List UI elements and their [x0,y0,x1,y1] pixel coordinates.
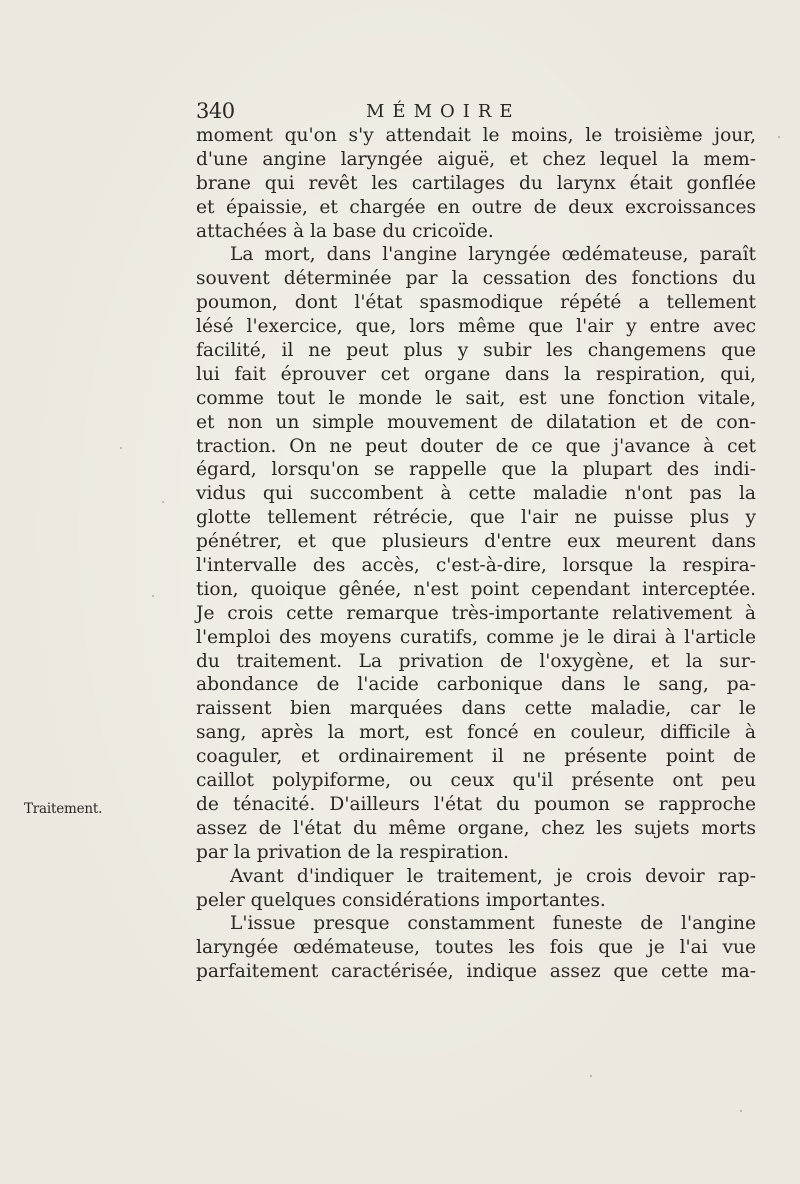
body-text [196,124,756,984]
paragraph-start-line: L'issue presque constamment funeste de l'angine [230,913,756,935]
speck [740,1110,742,1112]
text-line: l'emploi des moyens curatifs, comme je le dirai à l'article [196,626,756,648]
page-number: 340 [196,99,235,123]
text-line: du traitement. La privation de l'oxygène, et la sur- [196,650,756,672]
text-line: tion, quoique gênée, n'est point cependant interceptée. [196,578,756,600]
text-line: brane qui revêt les cartilages du larynx était gonflée [196,172,756,194]
text-line: parfaitement caractérisée, indique assez que cette ma- [196,961,756,983]
text-line: traction. On ne peut douter de ce que j'avance à cet [196,435,756,457]
text-line: raissent bien marquées dans cette maladie, car le [196,698,756,720]
speck [778,136,780,138]
text-line: et épaissie, et chargée en outre de deux excroissances [196,196,756,218]
speck [120,447,122,449]
text-line: comme tout le monde le sait, est une fonction vitale, [196,387,756,409]
text-line: lésé l'exercice, que, lors même que l'air y entre avec [196,316,756,338]
text-line: abondance de l'acide carbonique dans le sang, pa- [196,674,756,696]
text-line: lui fait éprouver cet organe dans la respiration, qui, [196,363,756,385]
paragraph-start-line: La mort, dans l'angine laryngée œdémateuse, paraît [230,244,756,266]
text-line: coaguler, et ordinairement il ne présente point de [196,746,756,768]
text-line: par la privation de la respiration. [196,841,510,863]
text-line: glotte tellement rétrécie, que l'air ne puisse plus y [196,507,756,529]
text-line: caillot polypiforme, ou ceux qu'il présente ont peu [196,770,756,792]
text-line: laryngée œdémateuse, toutes les fois que je l'ai vue [196,937,756,959]
text-line: vidus qui succombent à cette maladie n'ont pas la [196,483,756,505]
text-line: de ténacité. D'ailleurs l'état du poumon se rapproche [196,793,756,815]
text-line: égard, lorsqu'on se rappelle que la plupart des indi- [196,459,756,481]
speck [162,501,164,503]
text-line: assez de l'état du même organe, chez les sujets morts [196,817,756,839]
text-line: moment qu'on s'y attendait le moins, le troisième jour, [196,125,756,146]
text-line: sang, après la mort, est foncé en couleur, difficile à [196,722,756,744]
page-header [196,99,756,125]
speck [152,595,154,597]
text-line: Je crois cette remarque très-importante relativement à [196,602,756,624]
text-line: poumon, dont l'état spasmodique répété a tellement [196,292,756,314]
text-line: pénétrer, et que plusieurs d'entre eux meurent dans [196,531,756,553]
text-line: et non un simple mouvement de dilatation et de con- [196,411,756,433]
text-line: souvent déterminée par la cessation des fonctions du [196,268,756,290]
margin-note-traitement: Traitement. [24,801,103,817]
text-line: l'intervalle des accès, c'est-à-dire, lorsque la respira- [196,555,756,577]
text-line: d'une angine laryngée aiguë, et chez lequel la mem- [196,148,756,170]
paragraph-start-line: Avant d'indiquer le traitement, je crois devoir rap- [230,865,756,887]
speck [590,1075,592,1077]
text-line: facilité, il ne peut plus y subir les changemens que [196,340,756,362]
running-title: MÉMOIRE [366,101,521,122]
text-line: attachées à la base du cricoïde. [196,220,494,242]
text-line: peler quelques considérations importantes. [196,889,606,911]
